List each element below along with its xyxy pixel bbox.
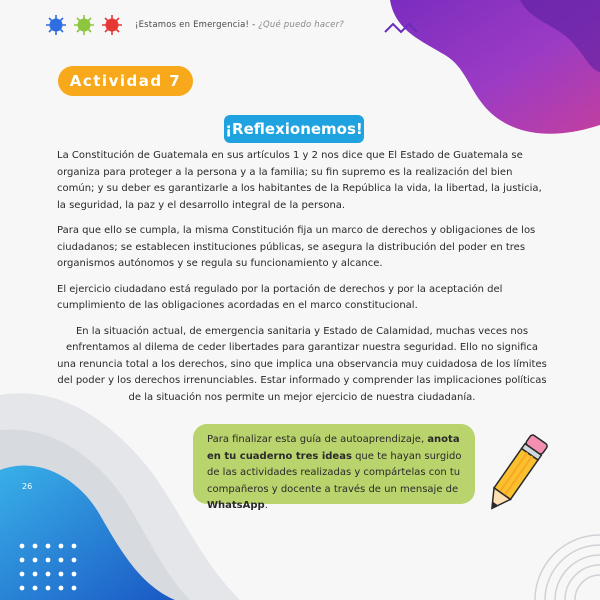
activity-badge: Actividad 7	[58, 66, 193, 96]
paragraph-4: En la situación actual, de emergencia sanitaria y Estado de Calamidad, muchas veces nos enfrentamos al dilema de ceder libertades para garantizar nuestra seguridad. Ello no significa una renuncia total a los derechos, sino que implica una observancia muy cuidadosa de los límites del poder y los derechos irrenunciables. Estar informado y comprender las implicaciones políticas de la situación nos permite un mejor ejercicio de nuestra ciudadanía.	[57, 325, 547, 403]
virus-icon	[101, 14, 123, 36]
header-separator: -	[249, 20, 259, 30]
virus-icon	[45, 14, 67, 36]
virus-icon	[73, 14, 95, 36]
section-heading: ¡Reflexionemos!	[224, 115, 364, 143]
paragraph-2: Para que ello se cumpla, la misma Constitución fija un marco de derechos y obligaciones de los ciudadanos; se establecen instituciones públicas, se asegura la distribución del poder en tres organismos autónomos y se regula su funcionamiento y alcance.	[57, 225, 536, 269]
callout-bold-1: anota en tu cuaderno tres ideas	[207, 434, 460, 462]
page-header	[45, 14, 344, 36]
header-title-main: ¡Estamos en Emergencia!	[135, 20, 250, 30]
callout-box	[193, 424, 475, 511]
callout-text-1: Para finalizar esta guía de autoaprendizaje,	[207, 434, 428, 445]
callout-text-3: .	[264, 500, 268, 511]
header-subtitle: ¿Qué puedo hacer?	[258, 20, 344, 30]
body-text	[57, 148, 547, 415]
concentric-arcs	[535, 535, 600, 600]
pencil-icon	[478, 428, 554, 520]
header-title	[135, 20, 344, 30]
paragraph-3: El ejercicio ciudadano está regulado por la portación de derechos y por la aceptación del cumplimiento de las obligaciones acordadas en el marco constitucional.	[57, 283, 503, 311]
page-number: 26	[22, 482, 33, 491]
paragraph-1: La Constitución de Guatemala en sus artículos 1 y 2 nos dice que El Estado de Guatemala se organiza para proteger a la persona y a la familia; su fin supremo es la realización del bien común; y su deber es garantizarle a los habitantes de la República la vida, la libertad, la justicia, la seguridad, la paz y el desarrollo integral de la persona.	[57, 150, 542, 211]
callout-bold-2: WhatsApp	[207, 500, 265, 511]
callout-text-2: que te hayan surgido de las actividades realizadas y compártelas con tu compañeros y docente a través de un mensaje de	[207, 450, 462, 495]
